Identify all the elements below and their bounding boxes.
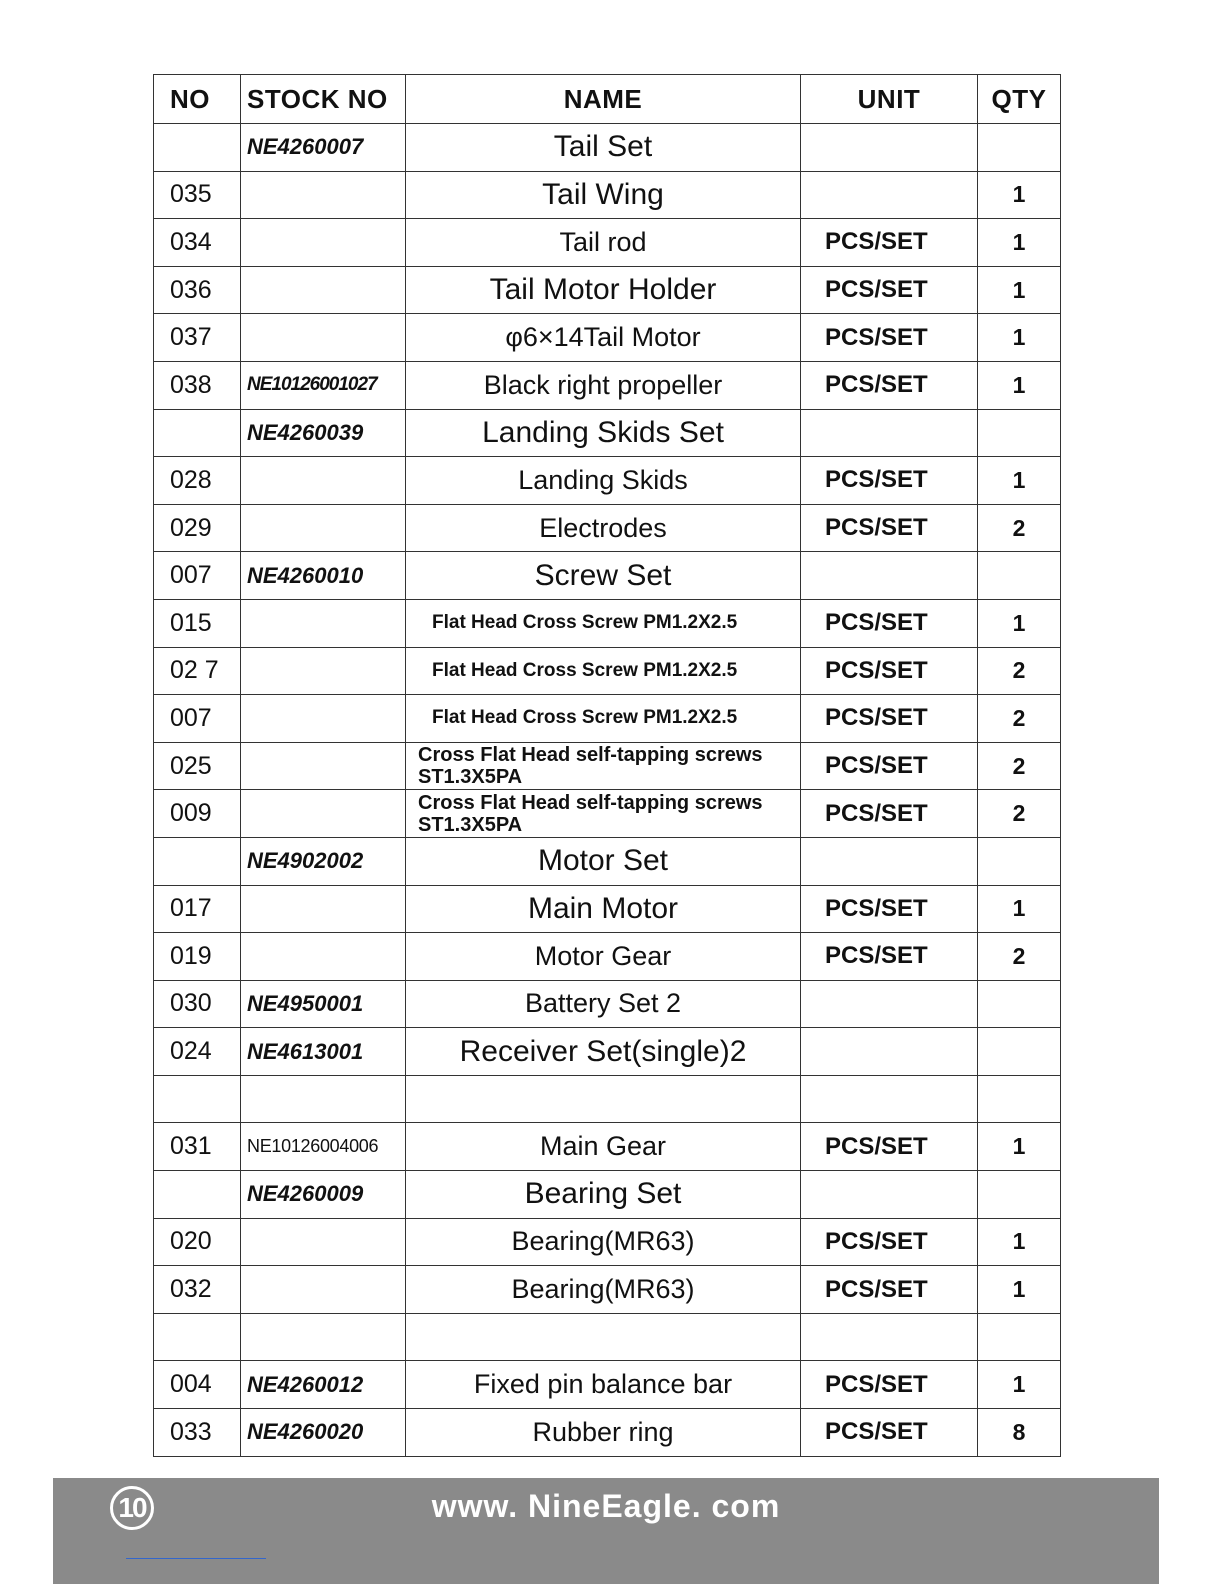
table-row: [154, 1028, 1061, 1076]
table-row: [154, 1123, 1061, 1171]
parts-table: [153, 74, 1061, 1457]
row-no: [154, 1171, 241, 1219]
row-stock-no: [241, 457, 406, 505]
row-no: 02 7: [154, 647, 241, 695]
row-qty: [978, 1075, 1061, 1123]
row-qty: 1: [978, 361, 1061, 409]
row-name: Screw Set: [406, 552, 801, 600]
row-stock-no: NE4260039: [241, 409, 406, 457]
table-row: [154, 1266, 1061, 1314]
row-stock-no: [241, 266, 406, 314]
row-unit: PCS/SET: [801, 1409, 978, 1457]
row-no: 038: [154, 361, 241, 409]
row-unit: PCS/SET: [801, 457, 978, 505]
row-stock-no: [241, 1075, 406, 1123]
table-row: [154, 790, 1061, 838]
row-stock-no: NE4260007: [241, 124, 406, 172]
row-qty: 1: [978, 1123, 1061, 1171]
row-no: 015: [154, 599, 241, 647]
table-row: [154, 552, 1061, 600]
row-qty: [978, 1313, 1061, 1361]
row-name: Black right propeller: [406, 361, 801, 409]
row-unit: PCS/SET: [801, 885, 978, 933]
table-row: [154, 933, 1061, 981]
row-qty: [978, 980, 1061, 1028]
row-no: 037: [154, 314, 241, 362]
row-name-line2: ST1.3X5PA: [418, 766, 523, 789]
row-unit: PCS/SET: [801, 266, 978, 314]
row-qty: 8: [978, 1409, 1061, 1457]
row-no: [154, 409, 241, 457]
table-row: [154, 885, 1061, 933]
row-unit: [801, 1028, 978, 1076]
row-no: 024: [154, 1028, 241, 1076]
row-qty: [978, 124, 1061, 172]
row-qty: 1: [978, 171, 1061, 219]
row-unit: PCS/SET: [801, 1123, 978, 1171]
header-stock-no: STOCK NO: [241, 75, 406, 124]
row-stock-no: NE4260020: [241, 1409, 406, 1457]
row-no: 036: [154, 266, 241, 314]
row-stock-no: [241, 599, 406, 647]
row-no: 019: [154, 933, 241, 981]
row-name: Main Motor: [406, 885, 801, 933]
table-row: [154, 695, 1061, 743]
row-stock-no: [241, 790, 406, 838]
row-stock-no: [241, 647, 406, 695]
row-unit: PCS/SET: [801, 695, 978, 743]
row-unit: PCS/SET: [801, 790, 978, 838]
row-unit: [801, 1075, 978, 1123]
row-name: Bearing(MR63): [406, 1218, 801, 1266]
row-name: Fixed pin balance bar: [406, 1361, 801, 1409]
row-qty: [978, 552, 1061, 600]
row-unit: [801, 552, 978, 600]
row-qty: 2: [978, 790, 1061, 838]
page-number-badge: 10: [110, 1486, 154, 1530]
row-qty: 1: [978, 1361, 1061, 1409]
row-no: 007: [154, 695, 241, 743]
row-name: [406, 1313, 801, 1361]
row-no: 033: [154, 1409, 241, 1457]
table-row: [154, 647, 1061, 695]
row-name: Motor Set: [406, 837, 801, 885]
table-row: [154, 314, 1061, 362]
row-name: Bearing Set: [406, 1171, 801, 1219]
row-qty: 1: [978, 885, 1061, 933]
row-qty: 1: [978, 1266, 1061, 1314]
table-row: [154, 599, 1061, 647]
row-stock-no: [241, 219, 406, 267]
row-unit: [801, 980, 978, 1028]
row-unit: PCS/SET: [801, 1361, 978, 1409]
row-stock-no: [241, 695, 406, 743]
row-qty: 2: [978, 647, 1061, 695]
row-no: [154, 1075, 241, 1123]
row-qty: [978, 1028, 1061, 1076]
row-stock-no: [241, 171, 406, 219]
row-unit: [801, 1313, 978, 1361]
row-no: 031: [154, 1123, 241, 1171]
row-unit: [801, 409, 978, 457]
table-row: [154, 1409, 1061, 1457]
row-stock-no: NE10126001027: [241, 361, 406, 409]
row-stock-no: [241, 885, 406, 933]
row-stock-no: [241, 742, 406, 790]
row-no: 007: [154, 552, 241, 600]
row-unit: PCS/SET: [801, 314, 978, 362]
table-row: [154, 266, 1061, 314]
table-row: [154, 1171, 1061, 1219]
row-qty: 1: [978, 219, 1061, 267]
row-stock-no: [241, 504, 406, 552]
table-row: [154, 837, 1061, 885]
table-row: [154, 171, 1061, 219]
row-unit: PCS/SET: [801, 933, 978, 981]
footer-website[interactable]: www. NineEagle. com: [431, 1488, 781, 1524]
row-qty: 2: [978, 933, 1061, 981]
table-row: [154, 409, 1061, 457]
row-unit: PCS/SET: [801, 361, 978, 409]
row-qty: [978, 409, 1061, 457]
row-name: Electrodes: [406, 504, 801, 552]
row-no: 034: [154, 219, 241, 267]
row-stock-no: [241, 314, 406, 362]
row-no: 030: [154, 980, 241, 1028]
row-no: [154, 1313, 241, 1361]
row-stock-no: NE4902002: [241, 837, 406, 885]
row-no: 028: [154, 457, 241, 505]
row-qty: 1: [978, 314, 1061, 362]
row-no: 025: [154, 742, 241, 790]
table-row: [154, 457, 1061, 505]
row-no: 009: [154, 790, 241, 838]
row-unit: [801, 837, 978, 885]
row-no: 017: [154, 885, 241, 933]
row-stock-no: NE4260010: [241, 552, 406, 600]
row-name-line1: Cross Flat Head self-tapping screws: [418, 791, 763, 814]
parts-list: [154, 124, 1061, 1457]
row-unit: PCS/SET: [801, 1266, 978, 1314]
row-unit: PCS/SET: [801, 647, 978, 695]
row-name: Receiver Set(single)2: [406, 1028, 801, 1076]
row-stock-no: [241, 1266, 406, 1314]
row-qty: [978, 1171, 1061, 1219]
row-qty: 1: [978, 266, 1061, 314]
row-qty: 2: [978, 742, 1061, 790]
table-row: [154, 1075, 1061, 1123]
row-no: [154, 837, 241, 885]
table-row: [154, 504, 1061, 552]
row-no: 035: [154, 171, 241, 219]
header-qty: QTY: [978, 75, 1061, 124]
row-unit: PCS/SET: [801, 742, 978, 790]
header-name: NAME: [406, 75, 801, 124]
table-row: [154, 742, 1061, 790]
row-name: Rubber ring: [406, 1409, 801, 1457]
row-stock-no: NE10126004006: [241, 1123, 406, 1171]
row-no: 020: [154, 1218, 241, 1266]
row-name: Tail rod: [406, 219, 801, 267]
header-no: NO: [154, 75, 241, 124]
row-unit: PCS/SET: [801, 599, 978, 647]
row-unit: PCS/SET: [801, 504, 978, 552]
row-name: Landing Skids: [406, 457, 801, 505]
header-row: [154, 75, 1061, 124]
row-name: [406, 790, 801, 838]
row-name-line2: ST1.3X5PA: [418, 813, 523, 836]
row-stock-no: [241, 1218, 406, 1266]
row-name: Motor Gear: [406, 933, 801, 981]
row-name: Flat Head Cross Screw PM1.2X2.5: [406, 695, 801, 743]
row-name: [406, 742, 801, 790]
row-unit: [801, 1171, 978, 1219]
row-qty: 2: [978, 695, 1061, 743]
row-name: Tail Set: [406, 124, 801, 172]
row-no: [154, 124, 241, 172]
row-qty: 1: [978, 599, 1061, 647]
table-row: [154, 361, 1061, 409]
row-name: Tail Wing: [406, 171, 801, 219]
table-row: [154, 219, 1061, 267]
row-unit: PCS/SET: [801, 1218, 978, 1266]
row-name: Tail Motor Holder: [406, 266, 801, 314]
row-no: 004: [154, 1361, 241, 1409]
row-qty: [978, 837, 1061, 885]
table-row: [154, 1361, 1061, 1409]
row-stock-no: NE4260012: [241, 1361, 406, 1409]
row-name: Bearing(MR63): [406, 1266, 801, 1314]
row-name: Landing Skids Set: [406, 409, 801, 457]
row-unit: [801, 171, 978, 219]
row-stock-no: NE4260009: [241, 1171, 406, 1219]
table-row: [154, 1313, 1061, 1361]
footer-link-underline: [126, 1558, 266, 1559]
table-row: [154, 980, 1061, 1028]
table-row: [154, 124, 1061, 172]
row-stock-no: [241, 933, 406, 981]
row-name: Flat Head Cross Screw PM1.2X2.5: [406, 647, 801, 695]
row-name: [406, 1075, 801, 1123]
row-no: 032: [154, 1266, 241, 1314]
row-qty: 1: [978, 457, 1061, 505]
row-stock-no: NE4613001: [241, 1028, 406, 1076]
row-stock-no: [241, 1313, 406, 1361]
row-name: φ6×14Tail Motor: [406, 314, 801, 362]
header-unit: UNIT: [801, 75, 978, 124]
row-unit: PCS/SET: [801, 219, 978, 267]
row-stock-no: NE4950001: [241, 980, 406, 1028]
row-name: Battery Set 2: [406, 980, 801, 1028]
row-qty: 2: [978, 504, 1061, 552]
row-unit: [801, 124, 978, 172]
footer-bar: [53, 1478, 1159, 1584]
row-name-line1: Cross Flat Head self-tapping screws: [418, 744, 763, 767]
row-name: Flat Head Cross Screw PM1.2X2.5: [406, 599, 801, 647]
row-name: Main Gear: [406, 1123, 801, 1171]
table-row: [154, 1218, 1061, 1266]
row-no: 029: [154, 504, 241, 552]
row-qty: 1: [978, 1218, 1061, 1266]
